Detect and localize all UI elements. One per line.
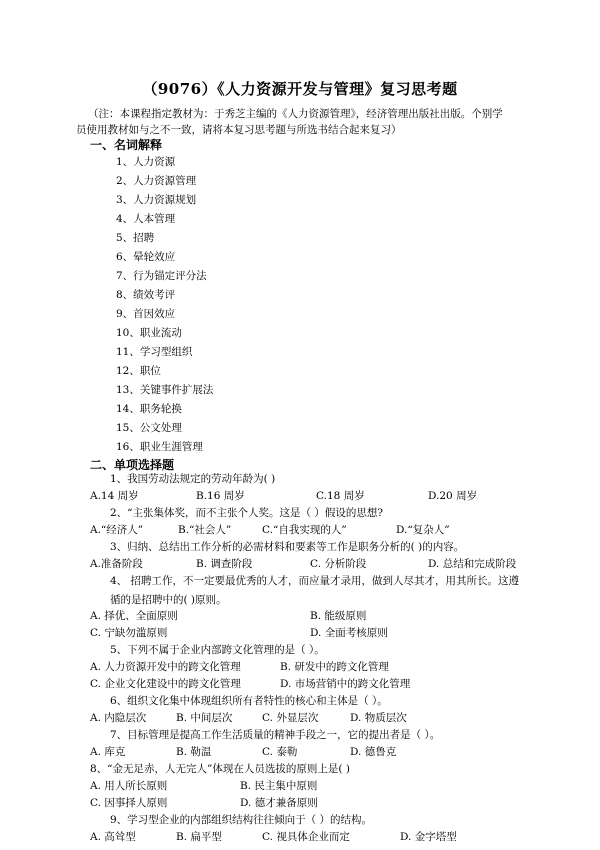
question-7: 7、目标管理是提高工作生活质量的精神手段之一，它的提出者是（ ）。: [110, 729, 441, 741]
term-item: 9、首因效应: [116, 308, 176, 320]
question-4: 4、 招聘工作，不一定要最优秀的人才，而应量才录用，做到人尽其才，用其所长。这遵循的是招聘中的( )原则。: [110, 575, 520, 606]
q5-option-c: C. 企业文化建设中的跨文化管理: [90, 678, 241, 690]
q3-option-b: B. 调查阶段: [196, 558, 253, 570]
term-item: 3、人力资源规划: [116, 194, 197, 206]
question-8: 8、“金无足赤，人无完人”体现在人员选拔的原则上是( ): [90, 763, 350, 775]
q4-option-c: C. 宁缺勿滥原则: [90, 627, 168, 639]
question-3: 3、归纳、总结出工作分析的必需材料和要素等工作是职务分析的( )的内容。: [110, 541, 465, 553]
term-item: 2、人力资源管理: [116, 175, 197, 187]
term-item: 10、职业流动: [116, 327, 182, 339]
term-item: 8、绩效考评: [116, 289, 176, 301]
note-line-1: （注：本课程指定教材为：于秀芝主编的《人力资源管理》，经济管理出版社出版。个别学: [88, 108, 503, 120]
q8-option-b: B. 民主集中原则: [240, 780, 318, 792]
q2-option-a: A.“经济人”: [90, 524, 144, 536]
question-9: 9、学习型企业的内部组织结构往往倾向于（ ）的结构。: [110, 814, 373, 826]
q8-option-d: D. 德才兼备原则: [240, 797, 318, 809]
q5-option-b: B. 研发中的跨文化管理: [280, 661, 389, 673]
q1-option-d: D.20 周岁: [428, 490, 478, 502]
question-2: 2、“主张集体奖，而不主张个人奖。这是（ ）假设的思想?: [110, 507, 384, 519]
q2-option-b: B.“社会人”: [178, 524, 232, 536]
q7-option-d: D. 德鲁克: [350, 746, 397, 758]
q1-option-a: A.14 周岁: [90, 490, 139, 502]
term-item: 6、晕轮效应: [116, 251, 176, 263]
q9-option-a: A. 高耸型: [90, 831, 136, 843]
term-item: 1、人力资源: [116, 156, 176, 168]
term-item: 4、人本管理: [116, 213, 176, 225]
q9-option-b: B. 扁平型: [176, 831, 222, 843]
q3-option-a: A.准备阶段: [90, 558, 143, 570]
question-6: 6、组织文化集中体现组织所有者特性的核心和主体是（ ）。: [110, 695, 388, 707]
q6-option-d: D. 物质层次: [350, 712, 407, 724]
question-1: 1、我国劳动法规定的劳动年龄为( ): [110, 473, 276, 485]
q5-option-d: D. 市场营销中的跨文化管理: [280, 678, 411, 690]
q3-option-c: C. 分析阶段: [310, 558, 367, 570]
q3-option-d: D. 总结和完成阶段: [428, 558, 517, 570]
term-item: 13、关键事件扩展法: [116, 384, 214, 396]
q4-option-b: B. 能级原则: [310, 610, 367, 622]
page-title: （9076）《人力资源开发与管理》复习思考题: [142, 80, 458, 98]
q1-option-c: C.18 周岁: [316, 490, 365, 502]
section-heading-choice: 二、单项选择题: [90, 458, 175, 472]
q7-option-b: B. 勒温: [176, 746, 212, 758]
q7-option-a: A. 库克: [90, 746, 126, 758]
q6-option-a: A. 内隐层次: [90, 712, 147, 724]
q1-option-b: B.16 周岁: [196, 490, 245, 502]
q6-option-c: C. 外显层次: [262, 712, 319, 724]
q8-option-c: C. 因事择人原则: [90, 797, 168, 809]
q5-option-a: A. 人力资源开发中的跨文化管理: [90, 661, 241, 673]
q9-option-c: C. 视具体企业而定: [262, 831, 350, 843]
term-item: 5、招聘: [116, 232, 155, 244]
q7-option-c: C. 泰勒: [262, 746, 298, 758]
term-item: 7、行为锚定评分法: [116, 270, 207, 282]
section-heading-terms: 一、名词解释: [90, 138, 163, 152]
q9-option-d: D. 金字塔型: [400, 831, 457, 843]
q4-option-d: D. 全面考核原则: [310, 627, 388, 639]
note-line-2: 员使用教材如与之不一致，请将本复习思考题与所选书结合起来复习）: [76, 124, 402, 136]
q2-option-c: C.“自我实现的人”: [262, 524, 347, 536]
term-item: 15、公文处理: [116, 422, 182, 434]
term-item: 12、职位: [116, 365, 161, 377]
q2-option-d: D.“复杂人”: [396, 524, 450, 536]
term-item: 11、学习型组织: [116, 346, 193, 358]
q8-option-a: A. 用人所长原则: [90, 780, 168, 792]
term-item: 14、职务轮换: [116, 403, 182, 415]
q4-option-a: A. 择优、全面原则: [90, 610, 178, 622]
textbook-note: [76, 106, 528, 138]
q6-option-b: B. 中间层次: [176, 712, 233, 724]
question-5: 5、下列不属于企业内部跨文化管理的是（ ）。: [110, 644, 325, 656]
term-item: 16、职业生涯管理: [116, 441, 203, 453]
